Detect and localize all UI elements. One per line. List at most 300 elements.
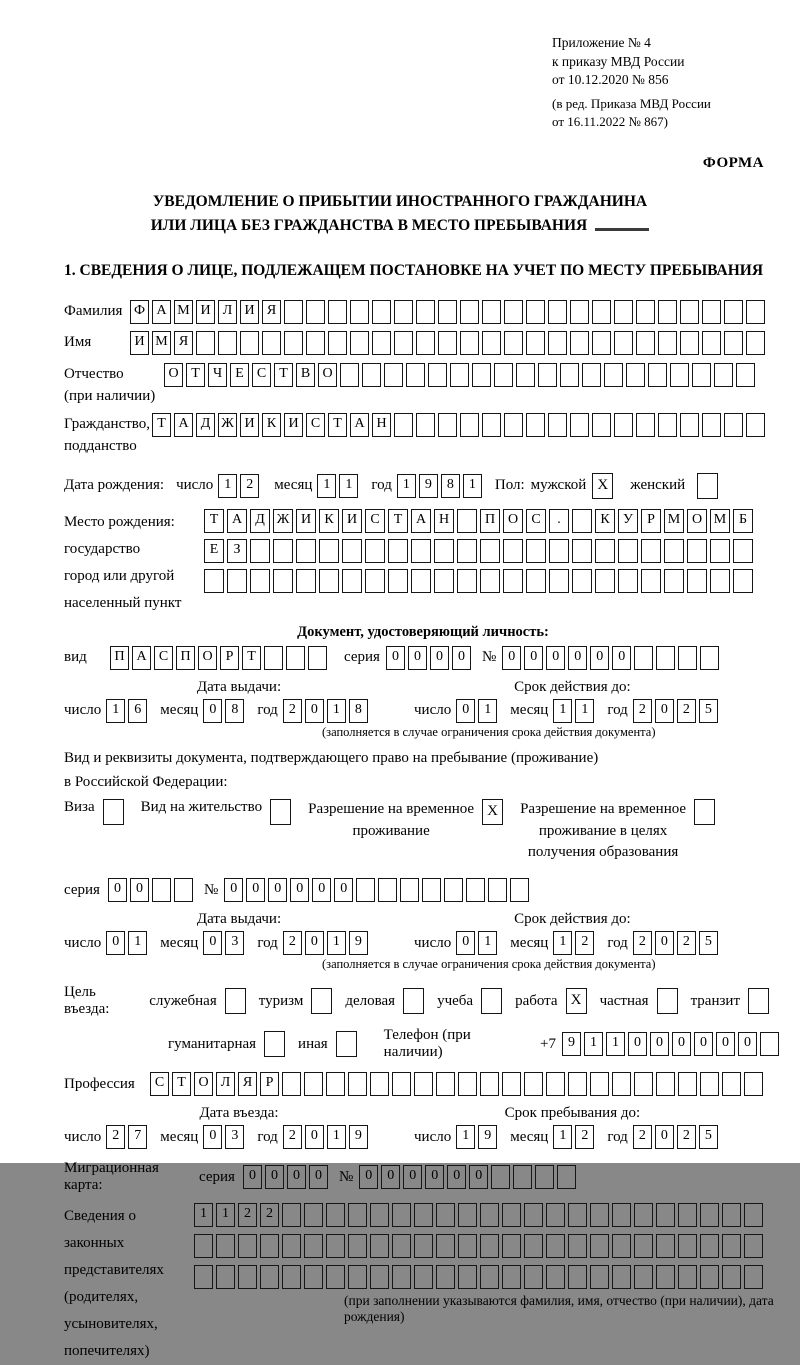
char-box[interactable] <box>592 300 611 324</box>
char-box[interactable]: 2 <box>633 699 652 723</box>
char-box[interactable]: Т <box>274 363 293 387</box>
char-box[interactable]: 9 <box>562 1032 581 1056</box>
char-box[interactable] <box>502 1203 521 1227</box>
char-box[interactable] <box>306 331 325 355</box>
char-box[interactable] <box>370 1265 389 1289</box>
legal-reps-row2-cells[interactable] <box>194 1234 766 1258</box>
char-box[interactable] <box>238 1265 257 1289</box>
residence-series-cells[interactable] <box>108 878 196 902</box>
char-box[interactable] <box>744 1234 763 1258</box>
char-box[interactable] <box>546 1234 565 1258</box>
char-box[interactable]: О <box>503 509 523 533</box>
char-box[interactable] <box>174 878 193 902</box>
char-box[interactable] <box>488 878 507 902</box>
char-box[interactable]: Р <box>260 1072 279 1096</box>
char-box[interactable]: М <box>152 331 171 355</box>
char-box[interactable]: 1 <box>216 1203 235 1227</box>
char-box[interactable] <box>702 413 721 437</box>
char-box[interactable] <box>194 1265 213 1289</box>
char-box[interactable]: М <box>174 300 193 324</box>
char-box[interactable] <box>658 300 677 324</box>
char-box[interactable] <box>282 1072 301 1096</box>
char-box[interactable]: 0 <box>287 1165 306 1189</box>
char-box[interactable] <box>480 1072 499 1096</box>
birth-place-row3-cells[interactable] <box>204 569 756 593</box>
char-box[interactable]: 0 <box>312 878 331 902</box>
char-box[interactable]: 2 <box>575 1125 594 1149</box>
char-box[interactable] <box>103 799 124 825</box>
char-box[interactable]: Д <box>196 413 215 437</box>
char-box[interactable]: 2 <box>633 931 652 955</box>
char-box[interactable]: 9 <box>349 1125 368 1149</box>
char-box[interactable]: 1 <box>194 1203 213 1227</box>
char-box[interactable] <box>694 799 715 825</box>
char-box[interactable]: 1 <box>456 1125 475 1149</box>
stay-year-cells[interactable] <box>633 1125 721 1149</box>
char-box[interactable]: 5 <box>699 699 718 723</box>
char-box[interactable]: 0 <box>290 878 309 902</box>
char-box[interactable] <box>656 1203 675 1227</box>
char-box[interactable]: У <box>618 509 638 533</box>
char-box[interactable] <box>526 331 545 355</box>
char-box[interactable] <box>748 988 769 1014</box>
char-box[interactable] <box>304 1072 323 1096</box>
char-box[interactable]: 5 <box>699 1125 718 1149</box>
char-box[interactable]: С <box>526 509 546 533</box>
char-box[interactable] <box>678 1203 697 1227</box>
char-box[interactable] <box>458 1234 477 1258</box>
char-box[interactable]: К <box>595 509 615 533</box>
char-box[interactable]: И <box>130 331 149 355</box>
char-box[interactable] <box>614 413 633 437</box>
char-box[interactable]: Т <box>204 509 224 533</box>
char-box[interactable]: 0 <box>203 1125 222 1149</box>
char-box[interactable] <box>656 1072 675 1096</box>
char-box[interactable]: Т <box>388 509 408 533</box>
char-box[interactable] <box>658 413 677 437</box>
char-box[interactable]: X <box>482 799 503 825</box>
char-box[interactable]: А <box>174 413 193 437</box>
char-box[interactable]: К <box>319 509 339 533</box>
char-box[interactable]: З <box>227 539 247 563</box>
char-box[interactable] <box>434 539 454 563</box>
char-box[interactable] <box>481 988 502 1014</box>
char-box[interactable]: О <box>198 646 217 670</box>
patronymic-cells[interactable] <box>164 363 758 387</box>
char-box[interactable] <box>238 1234 257 1258</box>
char-box[interactable]: 0 <box>403 1165 422 1189</box>
char-box[interactable] <box>572 569 592 593</box>
sex-male-checkbox[interactable] <box>592 473 616 499</box>
char-box[interactable] <box>502 1234 521 1258</box>
char-box[interactable] <box>296 539 316 563</box>
char-box[interactable] <box>342 539 362 563</box>
char-box[interactable] <box>362 363 381 387</box>
char-box[interactable] <box>557 1165 576 1189</box>
char-box[interactable] <box>760 1032 779 1056</box>
given-name-cells[interactable] <box>130 331 768 355</box>
char-box[interactable] <box>414 1234 433 1258</box>
char-box[interactable] <box>502 1072 521 1096</box>
char-box[interactable] <box>568 1265 587 1289</box>
char-box[interactable] <box>284 300 303 324</box>
surname-cells[interactable] <box>130 300 768 324</box>
char-box[interactable]: И <box>240 300 259 324</box>
char-box[interactable]: 0 <box>268 878 287 902</box>
char-box[interactable]: 0 <box>309 1165 328 1189</box>
char-box[interactable] <box>664 569 684 593</box>
char-box[interactable] <box>480 569 500 593</box>
char-box[interactable] <box>570 331 589 355</box>
char-box[interactable] <box>434 569 454 593</box>
char-box[interactable]: 2 <box>106 1125 125 1149</box>
temp-residence-checkbox[interactable] <box>482 799 506 825</box>
char-box[interactable]: 0 <box>305 1125 324 1149</box>
stay-month-cells[interactable] <box>553 1125 597 1149</box>
char-box[interactable] <box>592 413 611 437</box>
char-box[interactable] <box>356 878 375 902</box>
char-box[interactable]: 0 <box>694 1032 713 1056</box>
char-box[interactable]: С <box>306 413 325 437</box>
char-box[interactable] <box>414 1072 433 1096</box>
char-box[interactable] <box>480 1203 499 1227</box>
char-box[interactable] <box>438 300 457 324</box>
birth-place-row2-cells[interactable] <box>204 539 756 563</box>
char-box[interactable] <box>724 300 743 324</box>
char-box[interactable] <box>218 331 237 355</box>
char-box[interactable]: И <box>284 413 303 437</box>
char-box[interactable] <box>634 1234 653 1258</box>
char-box[interactable] <box>636 300 655 324</box>
char-box[interactable] <box>612 1265 631 1289</box>
char-box[interactable]: 0 <box>265 1165 284 1189</box>
char-box[interactable] <box>641 539 661 563</box>
char-box[interactable] <box>510 878 529 902</box>
char-box[interactable]: 0 <box>447 1165 466 1189</box>
char-box[interactable] <box>724 413 743 437</box>
char-box[interactable] <box>548 413 567 437</box>
char-box[interactable] <box>273 539 293 563</box>
char-box[interactable] <box>595 569 615 593</box>
char-box[interactable] <box>658 331 677 355</box>
char-box[interactable]: 1 <box>606 1032 625 1056</box>
char-box[interactable] <box>618 569 638 593</box>
char-box[interactable] <box>458 1203 477 1227</box>
char-box[interactable] <box>636 331 655 355</box>
char-box[interactable]: 8 <box>225 699 244 723</box>
char-box[interactable] <box>370 1203 389 1227</box>
char-box[interactable]: . <box>549 509 569 533</box>
char-box[interactable]: 0 <box>203 931 222 955</box>
char-box[interactable] <box>710 569 730 593</box>
char-box[interactable] <box>612 1072 631 1096</box>
char-box[interactable] <box>502 1265 521 1289</box>
char-box[interactable] <box>582 363 601 387</box>
char-box[interactable] <box>516 363 535 387</box>
char-box[interactable]: X <box>592 473 613 499</box>
purpose-business-checkbox[interactable] <box>403 988 427 1014</box>
entry-day-cells[interactable] <box>106 1125 150 1149</box>
char-box[interactable] <box>702 300 721 324</box>
char-box[interactable]: С <box>365 509 385 533</box>
char-box[interactable]: 0 <box>334 878 353 902</box>
char-box[interactable] <box>326 1203 345 1227</box>
char-box[interactable] <box>570 413 589 437</box>
residence-permit-checkbox[interactable] <box>270 799 294 825</box>
char-box[interactable] <box>388 539 408 563</box>
char-box[interactable] <box>411 539 431 563</box>
residence-issue-day-cells[interactable] <box>106 931 150 955</box>
char-box[interactable] <box>392 1234 411 1258</box>
migration-series-cells[interactable] <box>243 1165 331 1189</box>
char-box[interactable] <box>746 300 765 324</box>
char-box[interactable] <box>326 1072 345 1096</box>
char-box[interactable] <box>414 1203 433 1227</box>
char-box[interactable] <box>319 569 339 593</box>
char-box[interactable]: О <box>318 363 337 387</box>
char-box[interactable] <box>648 363 667 387</box>
char-box[interactable]: И <box>342 509 362 533</box>
char-box[interactable] <box>392 1265 411 1289</box>
char-box[interactable]: 8 <box>349 699 368 723</box>
char-box[interactable] <box>714 363 733 387</box>
char-box[interactable]: Т <box>328 413 347 437</box>
char-box[interactable] <box>340 363 359 387</box>
char-box[interactable] <box>348 1234 367 1258</box>
char-box[interactable] <box>504 331 523 355</box>
char-box[interactable] <box>634 646 653 670</box>
char-box[interactable] <box>204 569 224 593</box>
char-box[interactable]: 0 <box>243 1165 262 1189</box>
purpose-transit-checkbox[interactable] <box>748 988 772 1014</box>
char-box[interactable] <box>152 878 171 902</box>
char-box[interactable] <box>535 1165 554 1189</box>
char-box[interactable] <box>286 646 305 670</box>
char-box[interactable] <box>378 878 397 902</box>
char-box[interactable] <box>524 1072 543 1096</box>
char-box[interactable] <box>678 1265 697 1289</box>
char-box[interactable] <box>311 988 332 1014</box>
char-box[interactable] <box>700 1072 719 1096</box>
citizenship-cells[interactable] <box>152 413 768 437</box>
char-box[interactable] <box>657 988 678 1014</box>
char-box[interactable] <box>282 1234 301 1258</box>
char-box[interactable]: 0 <box>456 931 475 955</box>
char-box[interactable] <box>568 1203 587 1227</box>
char-box[interactable]: 1 <box>106 699 125 723</box>
char-box[interactable]: 0 <box>612 646 631 670</box>
char-box[interactable] <box>306 300 325 324</box>
doc-number-cells[interactable] <box>502 646 722 670</box>
char-box[interactable]: 0 <box>655 1125 674 1149</box>
char-box[interactable] <box>436 1265 455 1289</box>
char-box[interactable]: 3 <box>225 1125 244 1149</box>
residence-valid-month-cells[interactable] <box>553 931 597 955</box>
char-box[interactable] <box>626 363 645 387</box>
char-box[interactable]: Ф <box>130 300 149 324</box>
migration-number-cells[interactable] <box>359 1165 579 1189</box>
char-box[interactable] <box>592 331 611 355</box>
char-box[interactable]: 0 <box>203 699 222 723</box>
char-box[interactable]: 0 <box>408 646 427 670</box>
char-box[interactable] <box>572 509 592 533</box>
char-box[interactable]: 2 <box>283 1125 302 1149</box>
char-box[interactable] <box>480 539 500 563</box>
char-box[interactable]: 1 <box>584 1032 603 1056</box>
char-box[interactable] <box>524 1234 543 1258</box>
char-box[interactable] <box>678 1072 697 1096</box>
entry-month-cells[interactable] <box>203 1125 247 1149</box>
char-box[interactable]: Я <box>174 331 193 355</box>
char-box[interactable] <box>406 363 425 387</box>
char-box[interactable] <box>724 331 743 355</box>
char-box[interactable]: 0 <box>650 1032 669 1056</box>
char-box[interactable] <box>365 539 385 563</box>
char-box[interactable]: М <box>664 509 684 533</box>
char-box[interactable]: А <box>227 509 247 533</box>
char-box[interactable]: И <box>196 300 215 324</box>
residence-issue-month-cells[interactable] <box>203 931 247 955</box>
char-box[interactable]: И <box>240 413 259 437</box>
char-box[interactable]: О <box>194 1072 213 1096</box>
char-box[interactable]: Н <box>372 413 391 437</box>
char-box[interactable]: М <box>710 509 730 533</box>
char-box[interactable] <box>744 1072 763 1096</box>
char-box[interactable] <box>614 331 633 355</box>
char-box[interactable] <box>460 300 479 324</box>
visa-checkbox[interactable] <box>103 799 127 825</box>
char-box[interactable] <box>394 300 413 324</box>
char-box[interactable] <box>504 413 523 437</box>
char-box[interactable] <box>388 569 408 593</box>
char-box[interactable]: 0 <box>546 646 565 670</box>
char-box[interactable] <box>460 413 479 437</box>
char-box[interactable] <box>216 1265 235 1289</box>
phone-cells[interactable] <box>562 1032 782 1056</box>
char-box[interactable]: Ж <box>218 413 237 437</box>
char-box[interactable]: 1 <box>553 1125 572 1149</box>
char-box[interactable] <box>480 1234 499 1258</box>
legal-reps-row3-cells[interactable] <box>194 1265 766 1289</box>
char-box[interactable] <box>436 1234 455 1258</box>
char-box[interactable] <box>590 1265 609 1289</box>
char-box[interactable] <box>568 1072 587 1096</box>
char-box[interactable]: 9 <box>349 931 368 955</box>
purpose-official-checkbox[interactable] <box>225 988 249 1014</box>
char-box[interactable] <box>746 331 765 355</box>
char-box[interactable] <box>604 363 623 387</box>
char-box[interactable] <box>411 569 431 593</box>
char-box[interactable]: И <box>296 509 316 533</box>
char-box[interactable]: 0 <box>655 931 674 955</box>
char-box[interactable]: Л <box>216 1072 235 1096</box>
char-box[interactable]: Ж <box>273 509 293 533</box>
char-box[interactable] <box>304 1234 323 1258</box>
char-box[interactable] <box>680 331 699 355</box>
char-box[interactable]: 2 <box>677 931 696 955</box>
char-box[interactable] <box>260 1234 279 1258</box>
char-box[interactable] <box>524 1203 543 1227</box>
stay-day-cells[interactable] <box>456 1125 500 1149</box>
char-box[interactable] <box>641 569 661 593</box>
char-box[interactable] <box>526 569 546 593</box>
char-box[interactable] <box>480 1265 499 1289</box>
char-box[interactable]: 0 <box>502 646 521 670</box>
char-box[interactable] <box>400 878 419 902</box>
char-box[interactable]: 2 <box>575 931 594 955</box>
char-box[interactable] <box>194 1234 213 1258</box>
char-box[interactable] <box>664 539 684 563</box>
identity-issue-day-cells[interactable] <box>106 699 150 723</box>
char-box[interactable]: А <box>350 413 369 437</box>
char-box[interactable] <box>270 799 291 825</box>
char-box[interactable] <box>336 1031 357 1057</box>
char-box[interactable] <box>546 1072 565 1096</box>
identity-valid-year-cells[interactable] <box>633 699 721 723</box>
char-box[interactable]: 1 <box>553 699 572 723</box>
char-box[interactable]: 2 <box>677 699 696 723</box>
char-box[interactable] <box>326 1234 345 1258</box>
char-box[interactable] <box>503 569 523 593</box>
char-box[interactable] <box>503 539 523 563</box>
char-box[interactable] <box>722 1072 741 1096</box>
char-box[interactable] <box>392 1203 411 1227</box>
char-box[interactable] <box>225 988 246 1014</box>
char-box[interactable] <box>216 1234 235 1258</box>
char-box[interactable] <box>457 569 477 593</box>
char-box[interactable]: 0 <box>452 646 471 670</box>
purpose-humanitarian-checkbox[interactable] <box>264 1031 288 1057</box>
purpose-private-checkbox[interactable] <box>657 988 681 1014</box>
char-box[interactable] <box>590 1203 609 1227</box>
char-box[interactable]: 0 <box>305 699 324 723</box>
char-box[interactable] <box>494 363 513 387</box>
char-box[interactable] <box>457 539 477 563</box>
char-box[interactable] <box>392 1072 411 1096</box>
char-box[interactable]: 1 <box>327 1125 346 1149</box>
char-box[interactable]: 0 <box>568 646 587 670</box>
char-box[interactable]: 0 <box>524 646 543 670</box>
char-box[interactable] <box>472 363 491 387</box>
char-box[interactable]: 0 <box>425 1165 444 1189</box>
char-box[interactable] <box>260 1265 279 1289</box>
residence-valid-year-cells[interactable] <box>633 931 721 955</box>
profession-cells[interactable] <box>150 1072 766 1096</box>
char-box[interactable] <box>482 331 501 355</box>
char-box[interactable]: 0 <box>655 699 674 723</box>
char-box[interactable]: 9 <box>478 1125 497 1149</box>
char-box[interactable]: 1 <box>317 474 336 498</box>
char-box[interactable] <box>482 300 501 324</box>
char-box[interactable] <box>612 1234 631 1258</box>
temp-residence-education-checkbox[interactable] <box>694 799 718 825</box>
char-box[interactable]: 0 <box>224 878 243 902</box>
char-box[interactable] <box>595 539 615 563</box>
char-box[interactable] <box>348 1265 367 1289</box>
char-box[interactable] <box>394 331 413 355</box>
birth-place-row1-cells[interactable] <box>204 509 756 533</box>
char-box[interactable]: 0 <box>469 1165 488 1189</box>
char-box[interactable] <box>250 569 270 593</box>
char-box[interactable] <box>350 331 369 355</box>
char-box[interactable]: 0 <box>108 878 127 902</box>
char-box[interactable]: 0 <box>130 878 149 902</box>
char-box[interactable]: 0 <box>106 931 125 955</box>
char-box[interactable] <box>700 1203 719 1227</box>
char-box[interactable] <box>733 539 753 563</box>
char-box[interactable] <box>700 1265 719 1289</box>
char-box[interactable]: 0 <box>716 1032 735 1056</box>
